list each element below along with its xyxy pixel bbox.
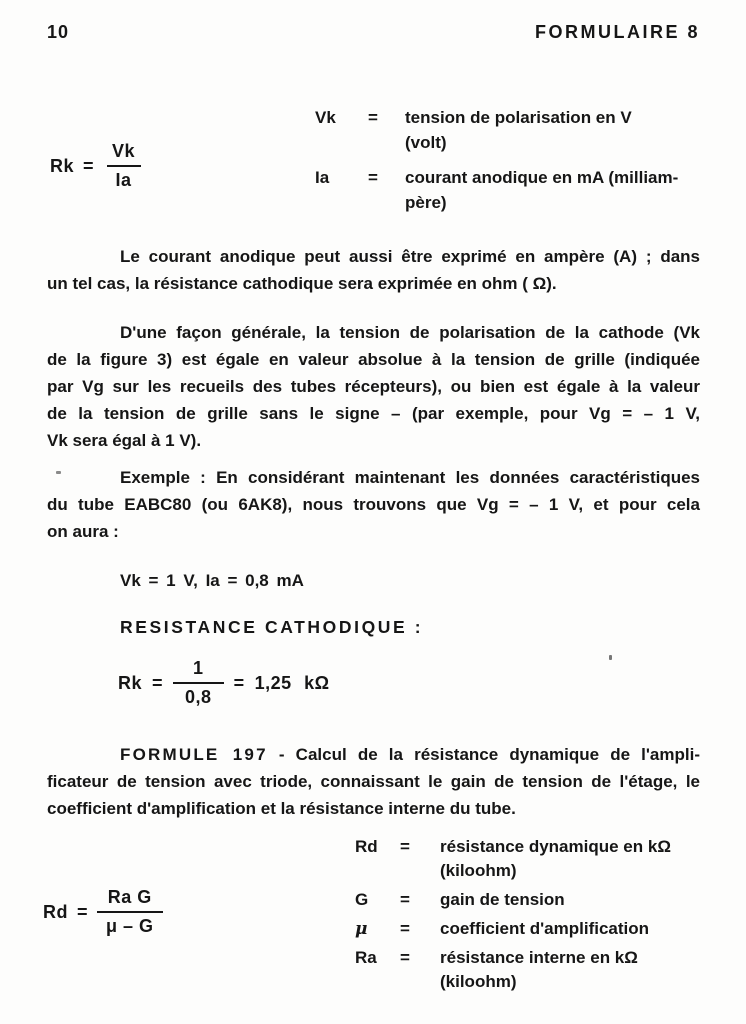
definition-description: courant anodique en mA (milliam- père) <box>405 168 679 212</box>
fraction-1-08 <box>173 658 224 708</box>
fraction-numerator: Vk <box>112 141 136 161</box>
text-line: Vk sera égal à 1 V). <box>47 431 202 450</box>
definition-description: résistance dynamique en kΩ (kiloohm) <box>440 837 671 880</box>
text-line: Exemple : En considérant maintenant les données caractéristiques <box>120 468 700 487</box>
definition-vk <box>315 105 700 155</box>
text-line: par Vg sur les recueils des tubes récepteurs), ou bien est égale à la valeur <box>47 377 700 396</box>
example-values: Vk = 1 V, Ia = 0,8 mA <box>120 571 304 590</box>
definitions-rd <box>355 835 700 994</box>
text-line: du tube EABC80 (ou 6AK8), nous trouvons que Vg = – 1 V, et pour cela <box>47 495 700 514</box>
equals-sign: = <box>83 155 95 176</box>
definition-rd <box>355 835 700 883</box>
scan-speck <box>609 655 612 660</box>
definition-term: Vk <box>315 108 336 127</box>
definition-ia <box>315 165 700 215</box>
text-line: un tel cas, la résistance cathodique sera exprimée en ohm ( Ω). <box>47 274 557 293</box>
fraction-denominator: μ – G <box>97 911 163 937</box>
equals-sign: = <box>400 948 410 967</box>
scan-speck <box>56 471 61 474</box>
definition-description: coefficient d'amplification <box>440 919 650 938</box>
paragraph-generale <box>47 319 700 454</box>
definition-mu <box>355 917 700 941</box>
formula-rk <box>50 141 144 191</box>
text-line <box>47 741 700 768</box>
definition-term: Rd <box>355 837 378 856</box>
text-line: on aura : <box>47 522 119 541</box>
fraction-denominator: Ia <box>107 165 141 191</box>
definition-description: gain de tension <box>440 890 565 909</box>
text-line: de la figure 3) est égale en valeur absolue à la tension de grille (indiquée <box>47 350 700 369</box>
page-header <box>0 0 746 43</box>
formula-rk-lhs: Rk <box>50 155 75 176</box>
equals-sign: = <box>152 672 164 693</box>
definition-description: résistance interne en kΩ (kiloohm) <box>440 948 638 991</box>
equals-sign: = <box>368 108 378 127</box>
fraction-numerator: Ra G <box>107 887 152 907</box>
formula-rk-section <box>47 105 700 217</box>
formula-rd-section <box>43 835 700 995</box>
formula-lhs: Rk <box>118 672 143 693</box>
equals-sign: = <box>77 901 89 922</box>
definition-description: tension de polarisation en V (volt) <box>405 108 632 152</box>
paragraph-formule-197 <box>47 741 700 822</box>
equals-sign: = <box>400 890 410 909</box>
fraction-vk-ia <box>103 141 144 191</box>
definitions-rk <box>315 105 700 215</box>
text-line: ficateur de tension avec triode, connaissant le gain de tension de l'étage, le <box>47 772 700 791</box>
definition-term: G <box>355 890 369 909</box>
formula-rd-lhs: Rd <box>43 901 68 922</box>
text-line: coefficient d'amplification et la résistance interne du tube. <box>47 799 516 818</box>
text-line: Le courant anodique peut aussi être exprimé en ampère (A) ; dans <box>120 247 700 266</box>
running-title: FORMULAIRE 8 <box>535 22 700 42</box>
text-line: D'une façon générale, la tension de polarisation de la cathode (Vk <box>120 323 700 342</box>
definition-term: Ia <box>315 168 330 187</box>
fraction-numerator: 1 <box>193 658 204 678</box>
definition-ra <box>355 946 700 994</box>
paragraph-exemple <box>47 464 700 545</box>
paragraph-ampere <box>47 243 700 297</box>
section-heading: RESISTANCE CATHODIQUE : <box>120 617 424 637</box>
equals-sign: = <box>233 672 245 693</box>
formule-197-label: FORMULE 197 <box>120 745 268 764</box>
definition-term: μ <box>355 919 368 939</box>
page-number: 10 <box>47 22 70 42</box>
fraction-rag-mug <box>97 887 163 937</box>
equals-sign: = <box>400 837 410 856</box>
text-line: - Calcul de la résistance dynamique de l'ampli- <box>267 745 700 764</box>
definition-term: Ra <box>355 948 377 967</box>
definition-g <box>355 888 700 912</box>
text-line: de la tension de grille sans le signe – (par exemple, pour Vg = – 1 V, <box>47 404 700 423</box>
fraction-denominator: 0,8 <box>173 682 224 708</box>
equals-sign: = <box>400 919 410 938</box>
formula-rd <box>43 887 163 937</box>
formula-rk-calculation <box>118 655 700 711</box>
calculation-result: 1,25 kΩ <box>254 672 330 693</box>
equals-sign: = <box>368 168 378 187</box>
